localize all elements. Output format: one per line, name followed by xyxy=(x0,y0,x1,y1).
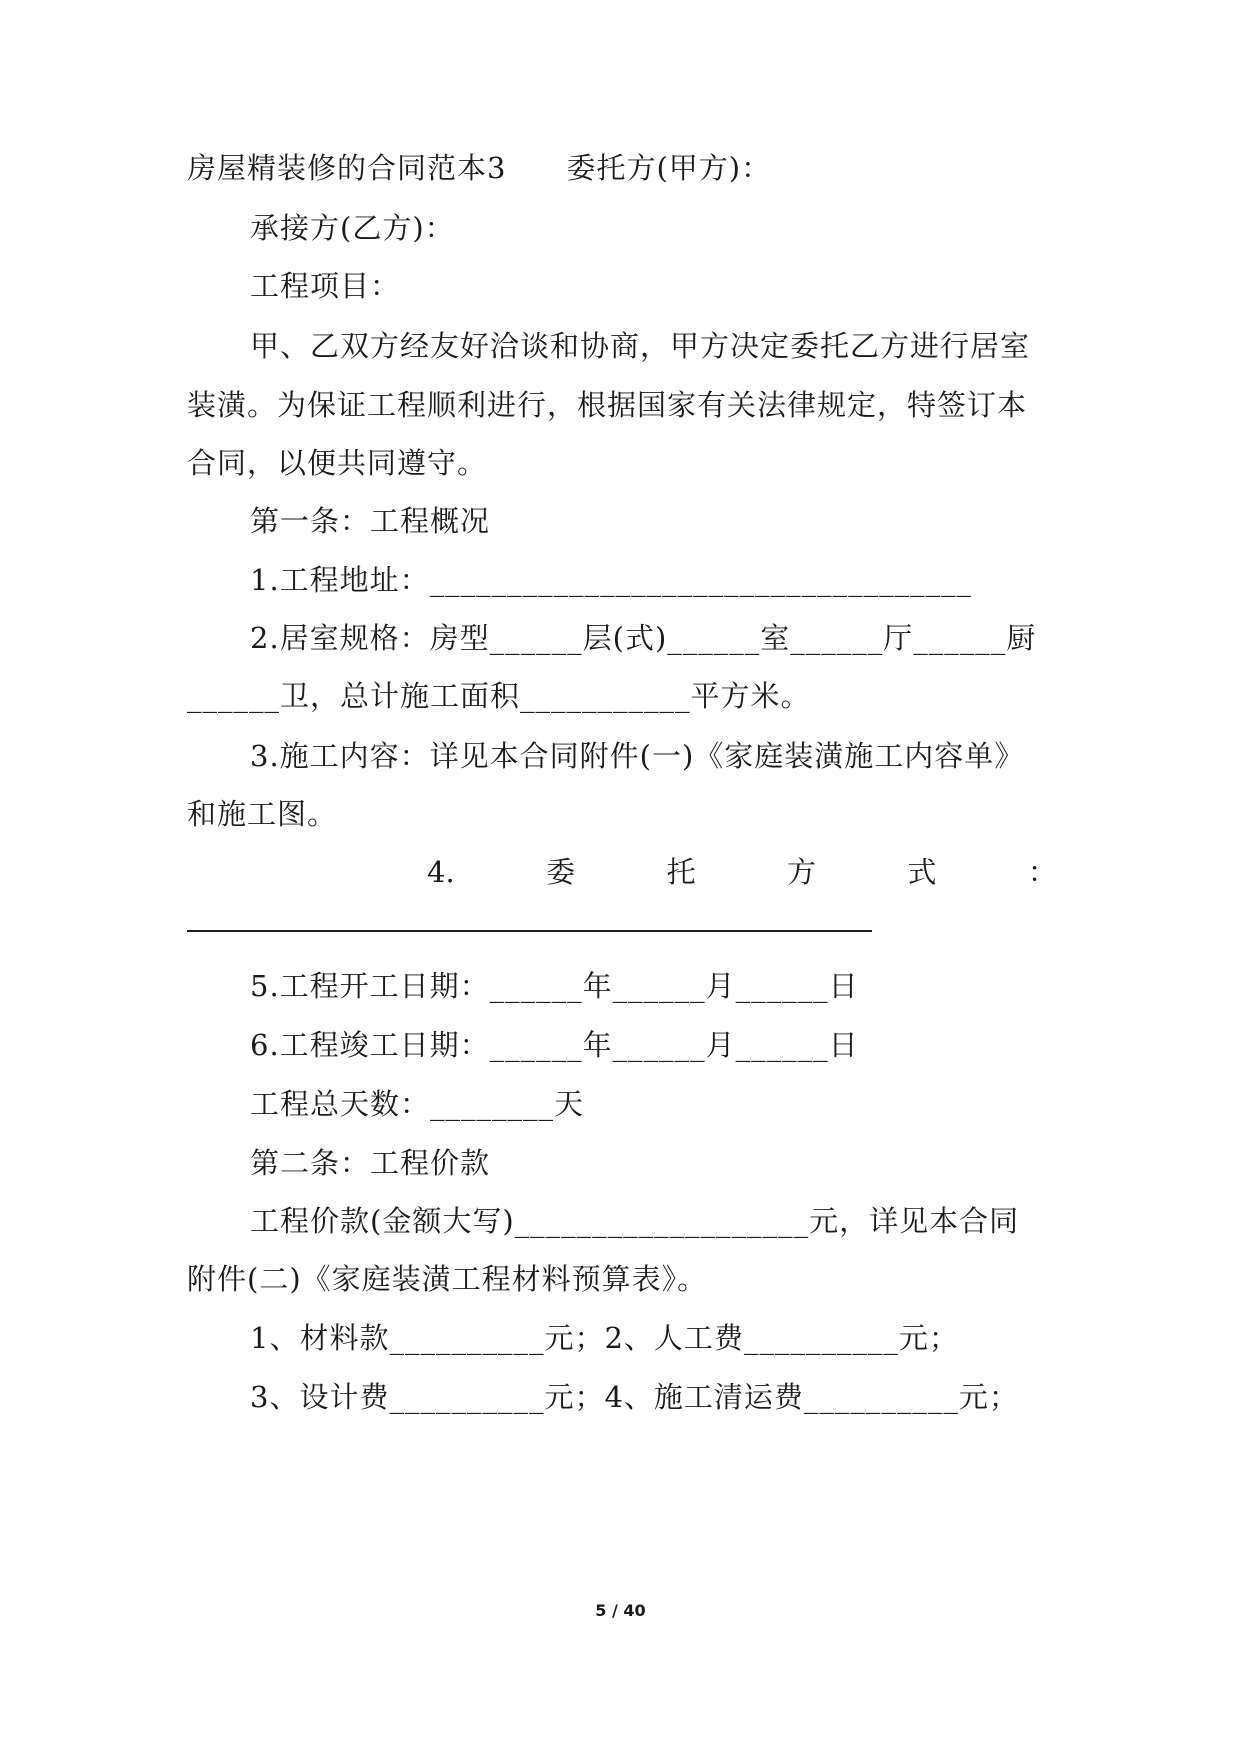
item4-delegation-line xyxy=(187,854,1057,890)
price-line-1: 工程价款(金额大写)___________________元，详见本合同 xyxy=(250,1204,1020,1238)
item1-address: 1.工程地址：___________________________________ xyxy=(250,563,973,597)
preamble-line-1: 甲、乙双方经友好洽谈和协商，甲方决定委托乙方进行居室 xyxy=(250,329,1031,363)
project-item-line: 工程项目： xyxy=(250,269,401,303)
item4-char: 委 xyxy=(546,855,576,889)
party-b-line: 承接方(乙方)： xyxy=(250,211,455,245)
item4-char: 托 xyxy=(666,855,696,889)
preamble-line-3: 合同，以便共同遵守。 xyxy=(187,446,488,480)
item3-content-line-1: 3.施工内容：详见本合同附件(一)《家庭装潢施工内容单》 xyxy=(250,739,1025,773)
total-days-line: 工程总天数：________天 xyxy=(250,1087,585,1121)
title-line: 房屋精装修的合同范本3 委托方(甲方)： xyxy=(187,151,772,185)
item4-blank-rule xyxy=(187,930,872,932)
article2-title: 第二条：工程价款 xyxy=(250,1146,491,1180)
article1-title: 第一条：工程概况 xyxy=(250,504,491,538)
item2-spec-line-2: ______卫，总计施工面积___________平方米。 xyxy=(187,679,811,713)
fees-line-1: 1、材料款__________元；2、人工费__________元； xyxy=(250,1321,959,1355)
item4-char: 式 xyxy=(907,855,937,889)
item4-char: 4. xyxy=(427,855,455,889)
item2-spec-line-1: 2.居室规格：房型______层(式)______室______厅______厨 xyxy=(250,621,1037,655)
page-number: 5 / 40 xyxy=(595,1601,646,1620)
item4-char: ： xyxy=(1027,855,1057,889)
price-line-2: 附件(二)《家庭装潢工程材料预算表》。 xyxy=(187,1262,708,1296)
fees-line-2: 3、设计费__________元；4、施工清运费__________元； xyxy=(250,1380,1019,1414)
preamble-line-2: 装潢。为保证工程顺利进行，根据国家有关法律规定，特签订本 xyxy=(187,388,1028,422)
item3-content-line-2: 和施工图。 xyxy=(187,797,338,831)
item4-char: 方 xyxy=(787,855,817,889)
item5-start-date: 5.工程开工日期：______年______月______日 xyxy=(250,969,859,1003)
item6-finish-date: 6.工程竣工日期：______年______月______日 xyxy=(250,1028,859,1062)
